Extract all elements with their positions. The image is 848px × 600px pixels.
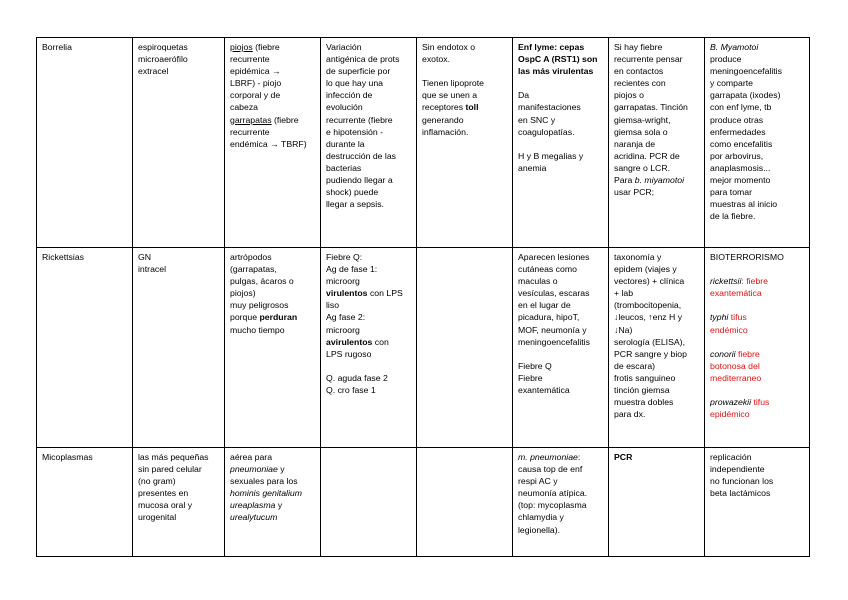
cell-diagnosis: taxonomía y epidem (viajes y vectores) + clínica + lab (trombocitopenia, ↓leucos, ↑enz H y ↓Na) serología (ELISA), PCR sangre y biop de escara) frotis sanguineo tinción giemsa muestra dobles para dx. — [609, 248, 705, 448]
cell-vectors: piojos (fiebre recurrente epidémica → LBRF) - piojo corporal y de cabeza garrapatas (fiebre recurrente endémica → TBRF) — [225, 38, 321, 248]
cell-clinical: m. pneumoniae: causa top de enf respi AC y neumonía atípica. (top: mycoplasma chlamydia y legionella). — [513, 448, 609, 557]
cell-antigenic — [321, 448, 417, 557]
cell-notes: replicación independiente no funcionan los beta lactámicos — [705, 448, 810, 557]
cell-name: Rickettsias — [37, 248, 133, 448]
row-borrelia — [37, 38, 810, 248]
notes-table — [36, 37, 810, 557]
cell-antigenic: Variación antigénica de prots de superficie por lo que hay una infección de evolución recurrente (fiebre e hipotensión - durante la destrucción de las bacterias pudiendo llegar a shock) puede llegar a sepsis. — [321, 38, 417, 248]
cell-antigenic: Fiebre Q: Ag de fase 1: microorg virulentos con LPS liso Ag fase 2: microorg avirulentos con LPS rugoso Q. aguda fase 2 Q. cro fase 1 — [321, 248, 417, 448]
cell-name: Borrelia — [37, 38, 133, 248]
row-micoplasmas — [37, 448, 810, 557]
cell-notes: B. Myamotoi produce meningoencefalitis y comparte garrapata (ixodes) con enf lyme, tb produce otras enfermedades como encefalitis por arbovirus, anaplasmosis... mejor momento para tomar muestras al inicio de la fiebre. — [705, 38, 810, 248]
cell-toxins: Sin endotox o exotox. Tienen lipoprote que se unen a receptores toll generando inflamación. — [417, 38, 513, 248]
cell-morphology: las más pequeñas sin pared celular (no gram) presentes en mucosa oral y urogenital — [133, 448, 225, 557]
cell-morphology: espiroquetas microaerófilo extracel — [133, 38, 225, 248]
cell-toxins — [417, 448, 513, 557]
cell-clinical: Enf lyme: cepas OspC A (RST1) son las más virulentas Da manifestaciones en SNC y coagulopatías. H y B megalias y anemia — [513, 38, 609, 248]
cell-clinical: Aparecen lesiones cutáneas como maculas o vesículas, escaras en el lugar de picadura, hipoT, MOF, neumonía y meningoencefalitis Fiebre Q Fiebre exantemática — [513, 248, 609, 448]
cell-toxins — [417, 248, 513, 448]
cell-vectors: artrópodos (garrapatas, pulgas, ácaros o piojos) muy peligrosos porque perduran mucho tiempo — [225, 248, 321, 448]
cell-morphology: GN intracel — [133, 248, 225, 448]
row-rickettsias — [37, 248, 810, 448]
cell-diagnosis: Si hay fiebre recurrente pensar en contactos recientes con piojos o garrapatas. Tinción giemsa-wright, giemsa sola o naranja de acridina. PCR de sangre o LCR. Para b. miyamotoi usar PCR; — [609, 38, 705, 248]
cell-notes: BIOTERRORISMO rickettsii: fiebre exantemática typhi tifus endémico conorii fiebre botonosa del mediterraneo prowazekii tifus epidémico — [705, 248, 810, 448]
cell-name: Micoplasmas — [37, 448, 133, 557]
cell-diagnosis: PCR — [609, 448, 705, 557]
cell-vectors: aérea para pneumoniae y sexuales para los hominis genitalium ureaplasma y urealytucum — [225, 448, 321, 557]
